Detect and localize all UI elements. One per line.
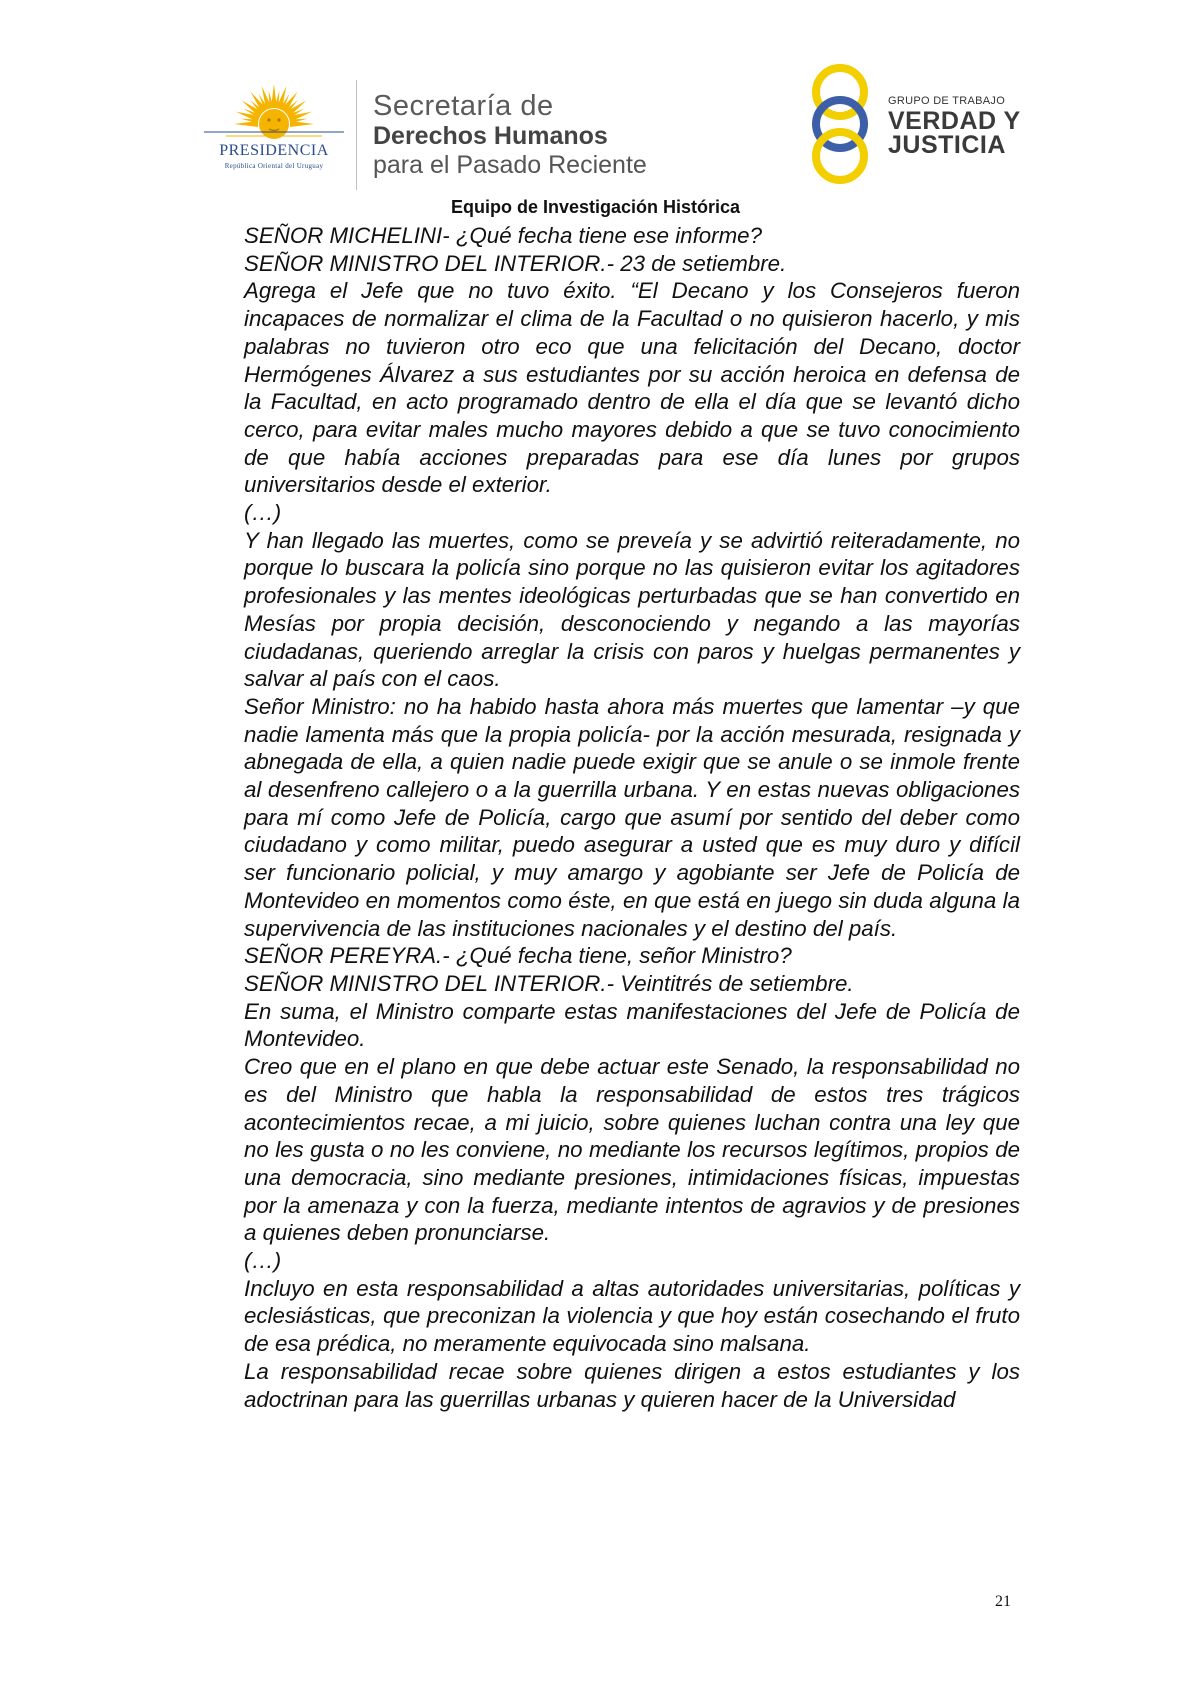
- paragraph: (…): [244, 1248, 282, 1274]
- document-body: [244, 222, 1020, 1413]
- sun-icon: [196, 84, 352, 144]
- page-header: [0, 0, 1191, 200]
- secretaria-line-1: Secretaría de: [373, 90, 554, 122]
- page-number: 21: [995, 1593, 1011, 1610]
- paragraph: (…): [244, 500, 282, 526]
- paragraph: Señor Ministro: no ha habido hasta ahora más muertes que lamentar –y que nadie lamenta más que la propia policía- por la acción mesurada, resignada y abnegada de ella, a quien nadie puede exigir que se anule o se inmole frente al desenfreno callejero o a la guerrilla urbana. Y en estas nuevas obligaciones para mí como Jefe de Policía, cargo que asumí por sentido del deber como ciudadano y como militar, puedo asegurar a usted que es muy duro y difícil ser funcionario policial, y muy amargo y agobiante ser Jefe de Policía de Montevideo en momentos como éste, en que está en juego sin duda alguna la supervivencia de las instituciones nacionales y el destino del país.: [244, 693, 1020, 941]
- secretaria-line-2: Derechos Humanos: [373, 122, 608, 150]
- paragraph: SEÑOR MICHELINI- ¿Qué fecha tiene ese informe?: [244, 223, 762, 248]
- paragraph: La responsabilidad recae sobre quienes dirigen a estos estudiantes y los adoctrinan para las guerrillas urbanas y quieren hacer de la Universidad: [244, 1358, 1020, 1412]
- logo-divider: [356, 80, 357, 190]
- paragraph: Incluyo en esta responsabilidad a altas autoridades universitarias, políticas y eclesiásticas, que preconizan la violencia y que hoy están cosechando el fruto de esa prédica, no meramente equivocada sino malsana.: [244, 1275, 1020, 1357]
- verdad-y-label: VERDAD Y: [888, 107, 1021, 135]
- presidencia-logo: [196, 84, 352, 184]
- paragraph: Agrega el Jefe que no tuvo éxito. “El Decano y los Consejeros fueron incapaces de normalizar el clima de la Facultad o no quisieron hacerlo, y mis palabras no tuvieron otro eco que una felicitación del Decano, doctor Hermógenes Álvarez a sus estudiantes por su acción heroica en defensa de la Facultad, en acto programado dentro de ella el día que se levantó dicho cerco, para evitar males mucho mayores debido a que se tuvo conocimiento de que había acciones preparadas para ese día lunes por grupos universitarios desde el exterior.: [244, 278, 1020, 498]
- paragraph: SEÑOR MINISTRO DEL INTERIOR.- Veintitrés de setiembre.: [244, 970, 854, 996]
- paragraph: Y han llegado las muertes, como se preveía y se advirtió reiteradamente, no porque lo buscara la policía sino porque no las quisieron evitar los agitadores profesionales y las mentes ideológicas perturbadas que se han convertido en Mesías por propia decisión, desconociendo y negando a las mayorías ciudadanas, queriendo arreglar la crisis con paros y huelgas permanentes y salvar al país con el caos.: [244, 527, 1020, 692]
- paragraph: SEÑOR MINISTRO DEL INTERIOR.- 23 de setiembre.: [244, 250, 787, 276]
- secretaria-line-3: para el Pasado Reciente: [373, 151, 647, 179]
- presidencia-subtitle: República Oriental del Uruguay: [224, 162, 324, 170]
- presidencia-wordmark: PRESIDENCIA: [219, 142, 329, 159]
- grupo-trabajo-label: GRUPO DE TRABAJO: [888, 95, 1006, 107]
- paragraph: En suma, el Ministro comparte estas manifestaciones del Jefe de Policía de Montevideo.: [244, 998, 1020, 1052]
- paragraph: SEÑOR PEREYRA.- ¿Qué fecha tiene, señor Ministro?: [244, 943, 792, 969]
- paragraph: Creo que en el plano en que debe actuar este Senado, la responsabilidad no es del Ministro que habla la responsabilidad de estos tres trágicos acontecimientos recae, a mi juicio, sobre quienes luchan contra una ley que no les gusta o no les conviene, no mediante los recursos legítimos, propios de una democracia, sino mediante presiones, intimidaciones físicas, impuestas por la amenaza y con la fuerza, mediante intentos de agravios y de presiones a quienes deben pronunciarse.: [244, 1054, 1020, 1246]
- secretaria-logo-text: [373, 90, 647, 180]
- team-title: Equipo de Investigación Histórica: [450, 197, 741, 217]
- justicia-label: JUSTICIA: [888, 131, 1006, 159]
